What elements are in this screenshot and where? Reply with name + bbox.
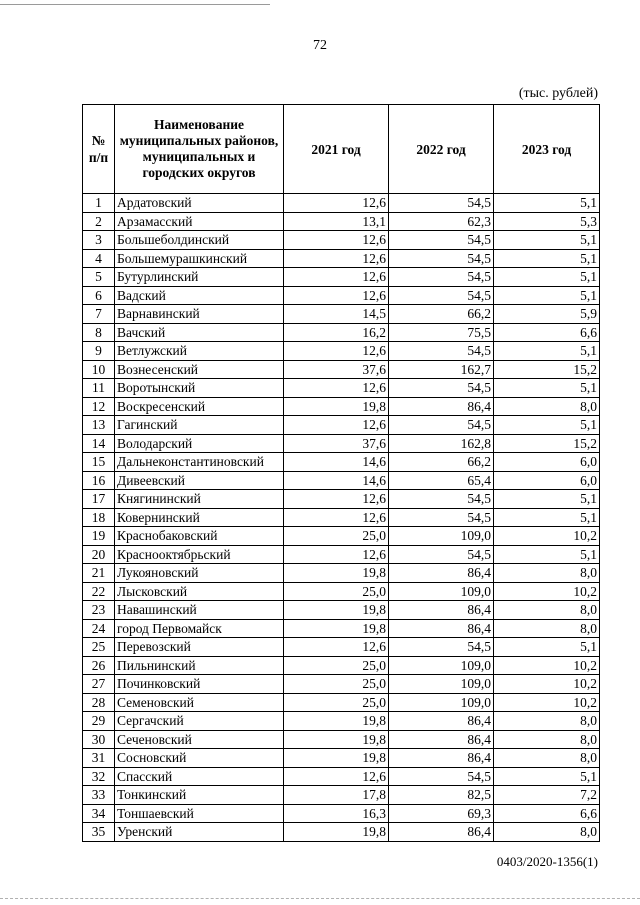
district-name: Княгининский xyxy=(115,490,284,509)
value-2023: 10,2 xyxy=(494,675,600,694)
header-2023: 2023 год xyxy=(494,105,600,194)
row-number: 10 xyxy=(83,360,115,379)
table-row xyxy=(83,545,600,564)
header-num: № п/п xyxy=(83,105,115,194)
row-number: 11 xyxy=(83,379,115,398)
district-name: Лукояновский xyxy=(115,564,284,583)
table-row xyxy=(83,619,600,638)
value-2023: 15,2 xyxy=(494,360,600,379)
table-row xyxy=(83,582,600,601)
row-number: 21 xyxy=(83,564,115,583)
table-row xyxy=(83,416,600,435)
value-2021: 12,6 xyxy=(284,545,389,564)
district-name: Пильнинский xyxy=(115,656,284,675)
table-row xyxy=(83,231,600,250)
row-number: 35 xyxy=(83,823,115,842)
district-name: Варнавинский xyxy=(115,305,284,324)
header-2021: 2021 год xyxy=(284,105,389,194)
value-2021: 19,8 xyxy=(284,397,389,416)
row-number: 23 xyxy=(83,601,115,620)
row-number: 16 xyxy=(83,471,115,490)
value-2023: 6,0 xyxy=(494,453,600,472)
value-2022: 109,0 xyxy=(389,675,494,694)
value-2022: 65,4 xyxy=(389,471,494,490)
row-number: 13 xyxy=(83,416,115,435)
district-name: Воротынский xyxy=(115,379,284,398)
table-row xyxy=(83,804,600,823)
row-number: 12 xyxy=(83,397,115,416)
value-2023: 5,1 xyxy=(494,379,600,398)
row-number: 28 xyxy=(83,693,115,712)
value-2022: 109,0 xyxy=(389,527,494,546)
value-2021: 19,8 xyxy=(284,730,389,749)
row-number: 15 xyxy=(83,453,115,472)
value-2021: 12,6 xyxy=(284,249,389,268)
district-name: Ковернинский xyxy=(115,508,284,527)
table-row xyxy=(83,434,600,453)
district-name: Бутурлинский xyxy=(115,268,284,287)
row-number: 5 xyxy=(83,268,115,287)
top-rule xyxy=(0,4,270,5)
value-2022: 86,4 xyxy=(389,564,494,583)
row-number: 9 xyxy=(83,342,115,361)
value-2022: 86,4 xyxy=(389,712,494,731)
value-2023: 5,9 xyxy=(494,305,600,324)
row-number: 22 xyxy=(83,582,115,601)
value-2021: 19,8 xyxy=(284,749,389,768)
table-row xyxy=(83,490,600,509)
value-2022: 86,4 xyxy=(389,601,494,620)
value-2022: 54,5 xyxy=(389,416,494,435)
district-name: Навашинский xyxy=(115,601,284,620)
table-row xyxy=(83,471,600,490)
value-2022: 54,5 xyxy=(389,767,494,786)
value-2022: 54,5 xyxy=(389,342,494,361)
row-number: 24 xyxy=(83,619,115,638)
page-number: 72 xyxy=(313,38,327,53)
row-number: 8 xyxy=(83,323,115,342)
value-2023: 10,2 xyxy=(494,582,600,601)
row-number: 1 xyxy=(83,194,115,213)
value-2023: 8,0 xyxy=(494,619,600,638)
value-2022: 62,3 xyxy=(389,212,494,231)
table-row xyxy=(83,656,600,675)
value-2021: 12,6 xyxy=(284,231,389,250)
value-2022: 66,2 xyxy=(389,305,494,324)
value-2022: 54,5 xyxy=(389,379,494,398)
value-2021: 25,0 xyxy=(284,582,389,601)
value-2023: 8,0 xyxy=(494,712,600,731)
value-2022: 162,7 xyxy=(389,360,494,379)
value-2023: 5,1 xyxy=(494,286,600,305)
value-2023: 5,1 xyxy=(494,638,600,657)
value-2021: 12,6 xyxy=(284,379,389,398)
value-2021: 19,8 xyxy=(284,564,389,583)
value-2021: 12,6 xyxy=(284,416,389,435)
table-header-row xyxy=(83,105,600,194)
row-number: 14 xyxy=(83,434,115,453)
district-name: Ветлужский xyxy=(115,342,284,361)
value-2023: 5,1 xyxy=(494,194,600,213)
district-name: Тонкинский xyxy=(115,786,284,805)
table-row xyxy=(83,342,600,361)
value-2022: 86,4 xyxy=(389,730,494,749)
value-2023: 8,0 xyxy=(494,823,600,842)
table-row xyxy=(83,693,600,712)
value-2021: 19,8 xyxy=(284,712,389,731)
district-name: Гагинский xyxy=(115,416,284,435)
value-2022: 66,2 xyxy=(389,453,494,472)
row-number: 31 xyxy=(83,749,115,768)
table-row xyxy=(83,823,600,842)
value-2023: 10,2 xyxy=(494,656,600,675)
district-name: Перевозский xyxy=(115,638,284,657)
district-name: Краснобаковский xyxy=(115,527,284,546)
row-number: 6 xyxy=(83,286,115,305)
value-2023: 8,0 xyxy=(494,397,600,416)
row-number: 4 xyxy=(83,249,115,268)
district-name: Большеболдинский xyxy=(115,231,284,250)
value-2023: 10,2 xyxy=(494,693,600,712)
value-2022: 86,4 xyxy=(389,397,494,416)
value-2021: 37,6 xyxy=(284,360,389,379)
district-name: Краснооктябрьский xyxy=(115,545,284,564)
header-2022: 2022 год xyxy=(389,105,494,194)
row-number: 7 xyxy=(83,305,115,324)
value-2021: 16,2 xyxy=(284,323,389,342)
header-name: Наименование муниципальных районов, муниципальных и городских округов xyxy=(115,105,284,194)
table-row xyxy=(83,730,600,749)
table-row xyxy=(83,212,600,231)
row-number: 34 xyxy=(83,804,115,823)
value-2021: 25,0 xyxy=(284,675,389,694)
value-2022: 54,5 xyxy=(389,194,494,213)
table-row xyxy=(83,508,600,527)
value-2021: 25,0 xyxy=(284,693,389,712)
value-2021: 14,5 xyxy=(284,305,389,324)
value-2023: 5,1 xyxy=(494,268,600,287)
district-name: Володарский xyxy=(115,434,284,453)
value-2022: 54,5 xyxy=(389,268,494,287)
value-2022: 54,5 xyxy=(389,249,494,268)
value-2022: 54,5 xyxy=(389,545,494,564)
value-2023: 6,6 xyxy=(494,323,600,342)
value-2021: 16,3 xyxy=(284,804,389,823)
district-name: Починковский xyxy=(115,675,284,694)
value-2022: 54,5 xyxy=(389,638,494,657)
district-name: Сергачский xyxy=(115,712,284,731)
units-label: (тыс. рублей) xyxy=(518,86,598,101)
district-name: Спасский xyxy=(115,767,284,786)
row-number: 2 xyxy=(83,212,115,231)
value-2023: 8,0 xyxy=(494,749,600,768)
value-2022: 86,4 xyxy=(389,749,494,768)
value-2021: 12,6 xyxy=(284,194,389,213)
row-number: 29 xyxy=(83,712,115,731)
value-2021: 12,6 xyxy=(284,268,389,287)
district-name: Тоншаевский xyxy=(115,804,284,823)
value-2021: 19,8 xyxy=(284,601,389,620)
district-name: Воскресенский xyxy=(115,397,284,416)
row-number: 32 xyxy=(83,767,115,786)
value-2021: 25,0 xyxy=(284,527,389,546)
row-number: 27 xyxy=(83,675,115,694)
table-row xyxy=(83,638,600,657)
table-row xyxy=(83,286,600,305)
value-2022: 54,5 xyxy=(389,490,494,509)
document-code: 0403/2020-1356(1) xyxy=(496,854,598,869)
table-row xyxy=(83,675,600,694)
table-row xyxy=(83,712,600,731)
value-2021: 19,8 xyxy=(284,619,389,638)
value-2022: 54,5 xyxy=(389,508,494,527)
value-2023: 8,0 xyxy=(494,564,600,583)
value-2022: 75,5 xyxy=(389,323,494,342)
district-name: Сосновский xyxy=(115,749,284,768)
value-2023: 5,1 xyxy=(494,767,600,786)
district-name: Уренский xyxy=(115,823,284,842)
value-2023: 5,1 xyxy=(494,545,600,564)
value-2022: 109,0 xyxy=(389,582,494,601)
table-row xyxy=(83,749,600,768)
table-row xyxy=(83,194,600,213)
table-row xyxy=(83,305,600,324)
table-row xyxy=(83,323,600,342)
district-name: Арзамасский xyxy=(115,212,284,231)
row-number: 19 xyxy=(83,527,115,546)
row-number: 26 xyxy=(83,656,115,675)
value-2023: 7,2 xyxy=(494,786,600,805)
row-number: 25 xyxy=(83,638,115,657)
table-body xyxy=(83,194,600,842)
value-2023: 5,1 xyxy=(494,342,600,361)
value-2022: 86,4 xyxy=(389,823,494,842)
value-2022: 54,5 xyxy=(389,231,494,250)
row-number: 30 xyxy=(83,730,115,749)
table-row xyxy=(83,601,600,620)
district-name: город Первомайск xyxy=(115,619,284,638)
value-2023: 6,6 xyxy=(494,804,600,823)
value-2021: 14,6 xyxy=(284,471,389,490)
table-row xyxy=(83,786,600,805)
district-name: Дальнеконстантиновский xyxy=(115,453,284,472)
value-2023: 6,0 xyxy=(494,471,600,490)
value-2021: 14,6 xyxy=(284,453,389,472)
table-row xyxy=(83,360,600,379)
bottom-rule xyxy=(0,898,640,899)
value-2022: 109,0 xyxy=(389,656,494,675)
value-2023: 5,1 xyxy=(494,231,600,250)
value-2023: 5,1 xyxy=(494,508,600,527)
value-2021: 12,6 xyxy=(284,767,389,786)
district-name: Сеченовский xyxy=(115,730,284,749)
value-2021: 13,1 xyxy=(284,212,389,231)
district-name: Большемурашкинский xyxy=(115,249,284,268)
value-2021: 12,6 xyxy=(284,508,389,527)
table-row xyxy=(83,767,600,786)
value-2022: 82,5 xyxy=(389,786,494,805)
table-row xyxy=(83,564,600,583)
row-number: 17 xyxy=(83,490,115,509)
table-row xyxy=(83,397,600,416)
allocation-table xyxy=(82,104,600,842)
value-2021: 17,8 xyxy=(284,786,389,805)
table-row xyxy=(83,249,600,268)
value-2021: 12,6 xyxy=(284,490,389,509)
row-number: 20 xyxy=(83,545,115,564)
district-name: Дивеевский xyxy=(115,471,284,490)
district-name: Вадский xyxy=(115,286,284,305)
table-row xyxy=(83,453,600,472)
value-2021: 12,6 xyxy=(284,286,389,305)
value-2023: 5,1 xyxy=(494,249,600,268)
table-row xyxy=(83,527,600,546)
row-number: 3 xyxy=(83,231,115,250)
value-2023: 15,2 xyxy=(494,434,600,453)
value-2023: 10,2 xyxy=(494,527,600,546)
value-2021: 25,0 xyxy=(284,656,389,675)
value-2023: 8,0 xyxy=(494,601,600,620)
district-name: Вачский xyxy=(115,323,284,342)
value-2022: 86,4 xyxy=(389,619,494,638)
value-2022: 109,0 xyxy=(389,693,494,712)
district-name: Семеновский xyxy=(115,693,284,712)
value-2023: 8,0 xyxy=(494,730,600,749)
value-2021: 37,6 xyxy=(284,434,389,453)
value-2023: 5,1 xyxy=(494,416,600,435)
value-2022: 54,5 xyxy=(389,286,494,305)
table-row xyxy=(83,379,600,398)
value-2021: 19,8 xyxy=(284,823,389,842)
value-2022: 162,8 xyxy=(389,434,494,453)
value-2021: 12,6 xyxy=(284,638,389,657)
value-2023: 5,1 xyxy=(494,490,600,509)
district-name: Лысковский xyxy=(115,582,284,601)
value-2021: 12,6 xyxy=(284,342,389,361)
district-name: Ардатовский xyxy=(115,194,284,213)
value-2022: 69,3 xyxy=(389,804,494,823)
row-number: 18 xyxy=(83,508,115,527)
value-2023: 5,3 xyxy=(494,212,600,231)
district-name: Вознесенский xyxy=(115,360,284,379)
table-row xyxy=(83,268,600,287)
row-number: 33 xyxy=(83,786,115,805)
